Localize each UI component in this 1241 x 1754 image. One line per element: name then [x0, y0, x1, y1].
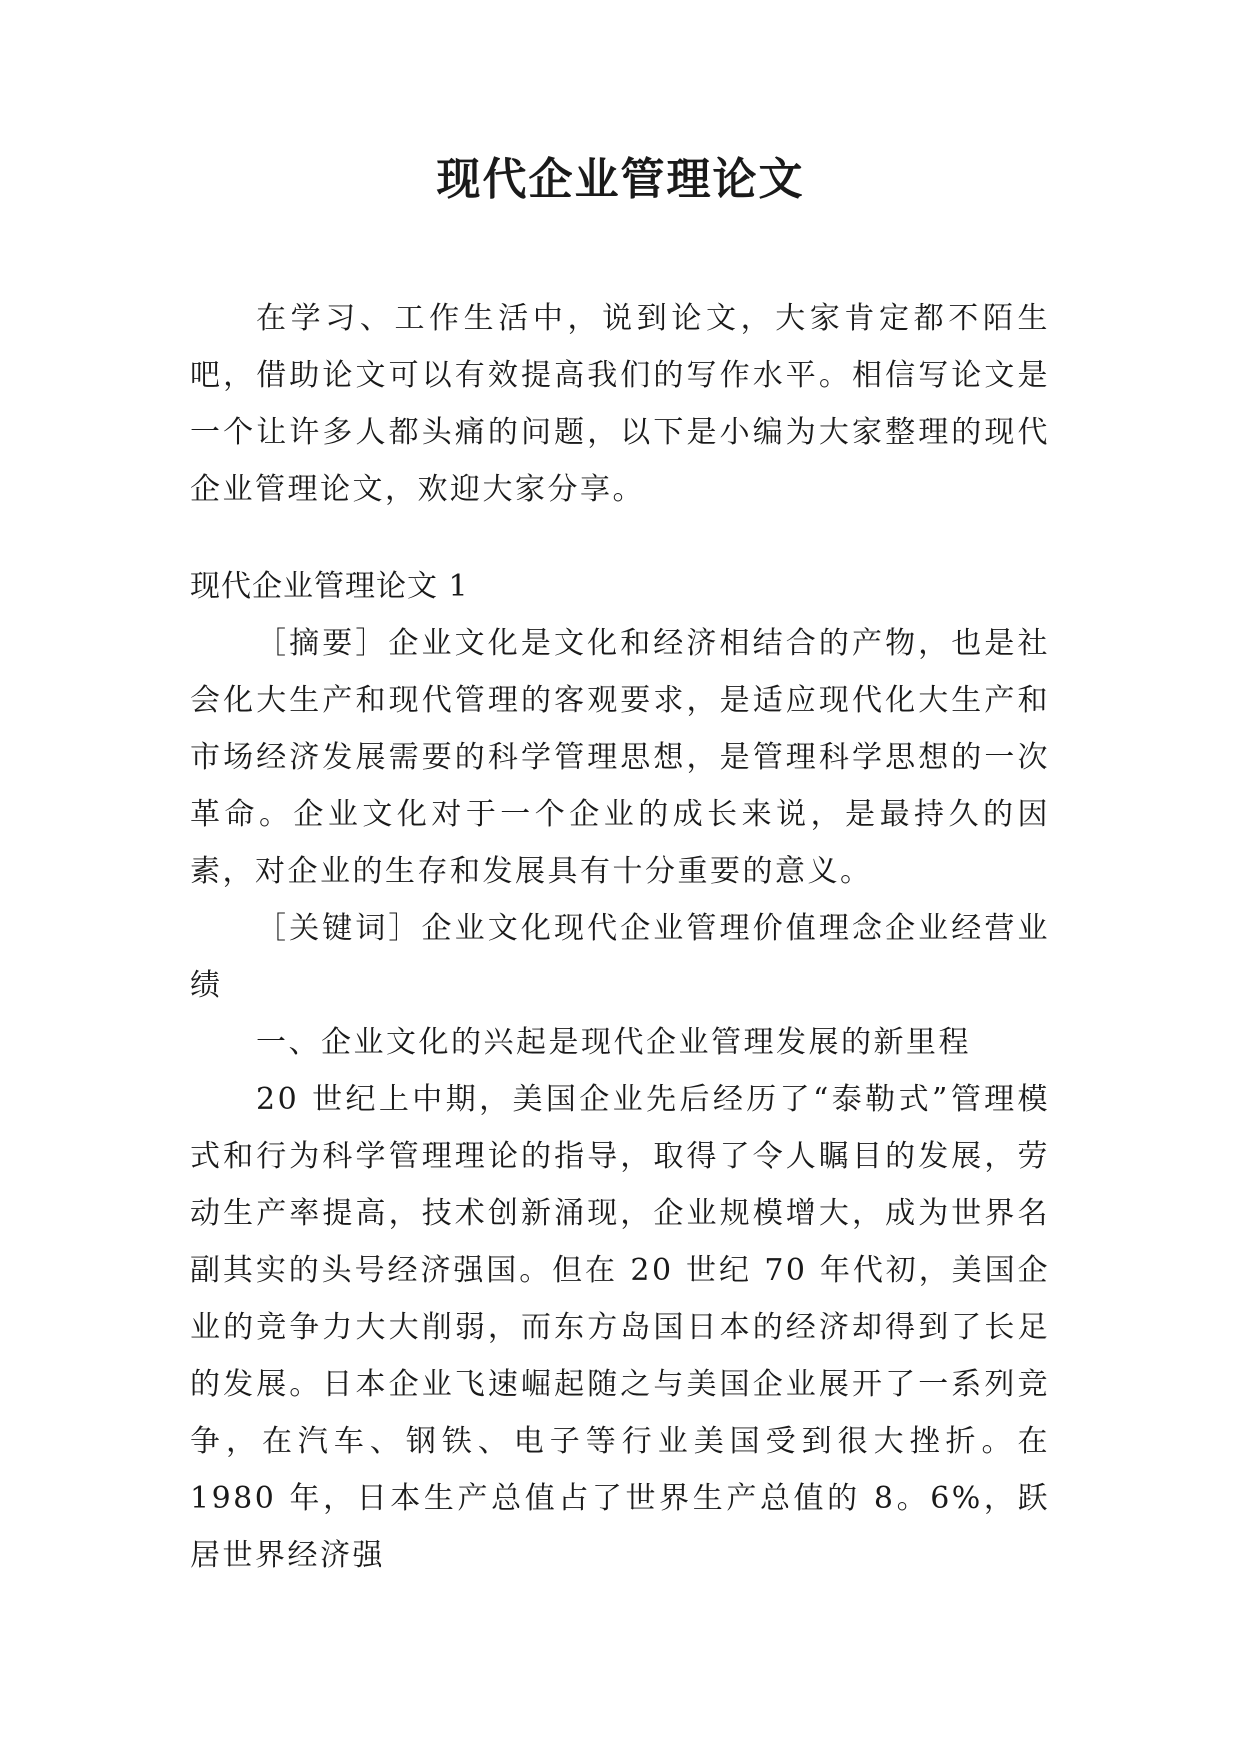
body-paragraph: 20 世纪上中期，美国企业先后经历了“泰勒式”管理模式和行为科学管理理论的指导，取得了令人瞩目的发展，劳动生产率提高，技术创新涌现，企业规模增大，成为世界名副其实的头号经济强国。但在 20 世纪 70 年代初，美国企业的竞争力大大削弱，而东方岛国日本的经济却得到了长足的发展。日本企业飞速崛起随之与美国企业展开了一系列竞争，在汽车、钢铁、电子等行业美国受到很大挫折。在 1980 年，日本生产总值占了世界生产总值的 8。6%，跃居世界经济强	[190, 1082, 1050, 1573]
abstract-paragraph: ［摘要］企业文化是文化和经济相结合的产物，也是社会化大生产和现代管理的客观要求，是适应现代化大生产和市场经济发展需要的科学管理思想，是管理科学思想的一次革命。企业文化对于一个企业的成长来说，是最持久的因素，对企业的生存和发展具有十分重要的意义。	[190, 626, 1050, 889]
document-title: 现代企业管理论文	[436, 154, 805, 205]
subheading-one: 一、企业文化的兴起是现代企业管理发展的新里程	[256, 1025, 971, 1060]
intro-paragraph: 在学习、工作生活中，说到论文，大家肯定都不陌生吧，借助论文可以有效提高我们的写作水平。相信写论文是一个让许多人都头痛的问题，以下是小编为大家整理的现代企业管理论文，欢迎大家分享。	[190, 301, 1050, 507]
document-body	[190, 290, 1050, 1584]
keywords-paragraph: ［关键词］企业文化现代企业管理价值理念企业经营业绩	[190, 911, 1050, 1003]
section-heading: 现代企业管理论文 1	[190, 569, 469, 604]
